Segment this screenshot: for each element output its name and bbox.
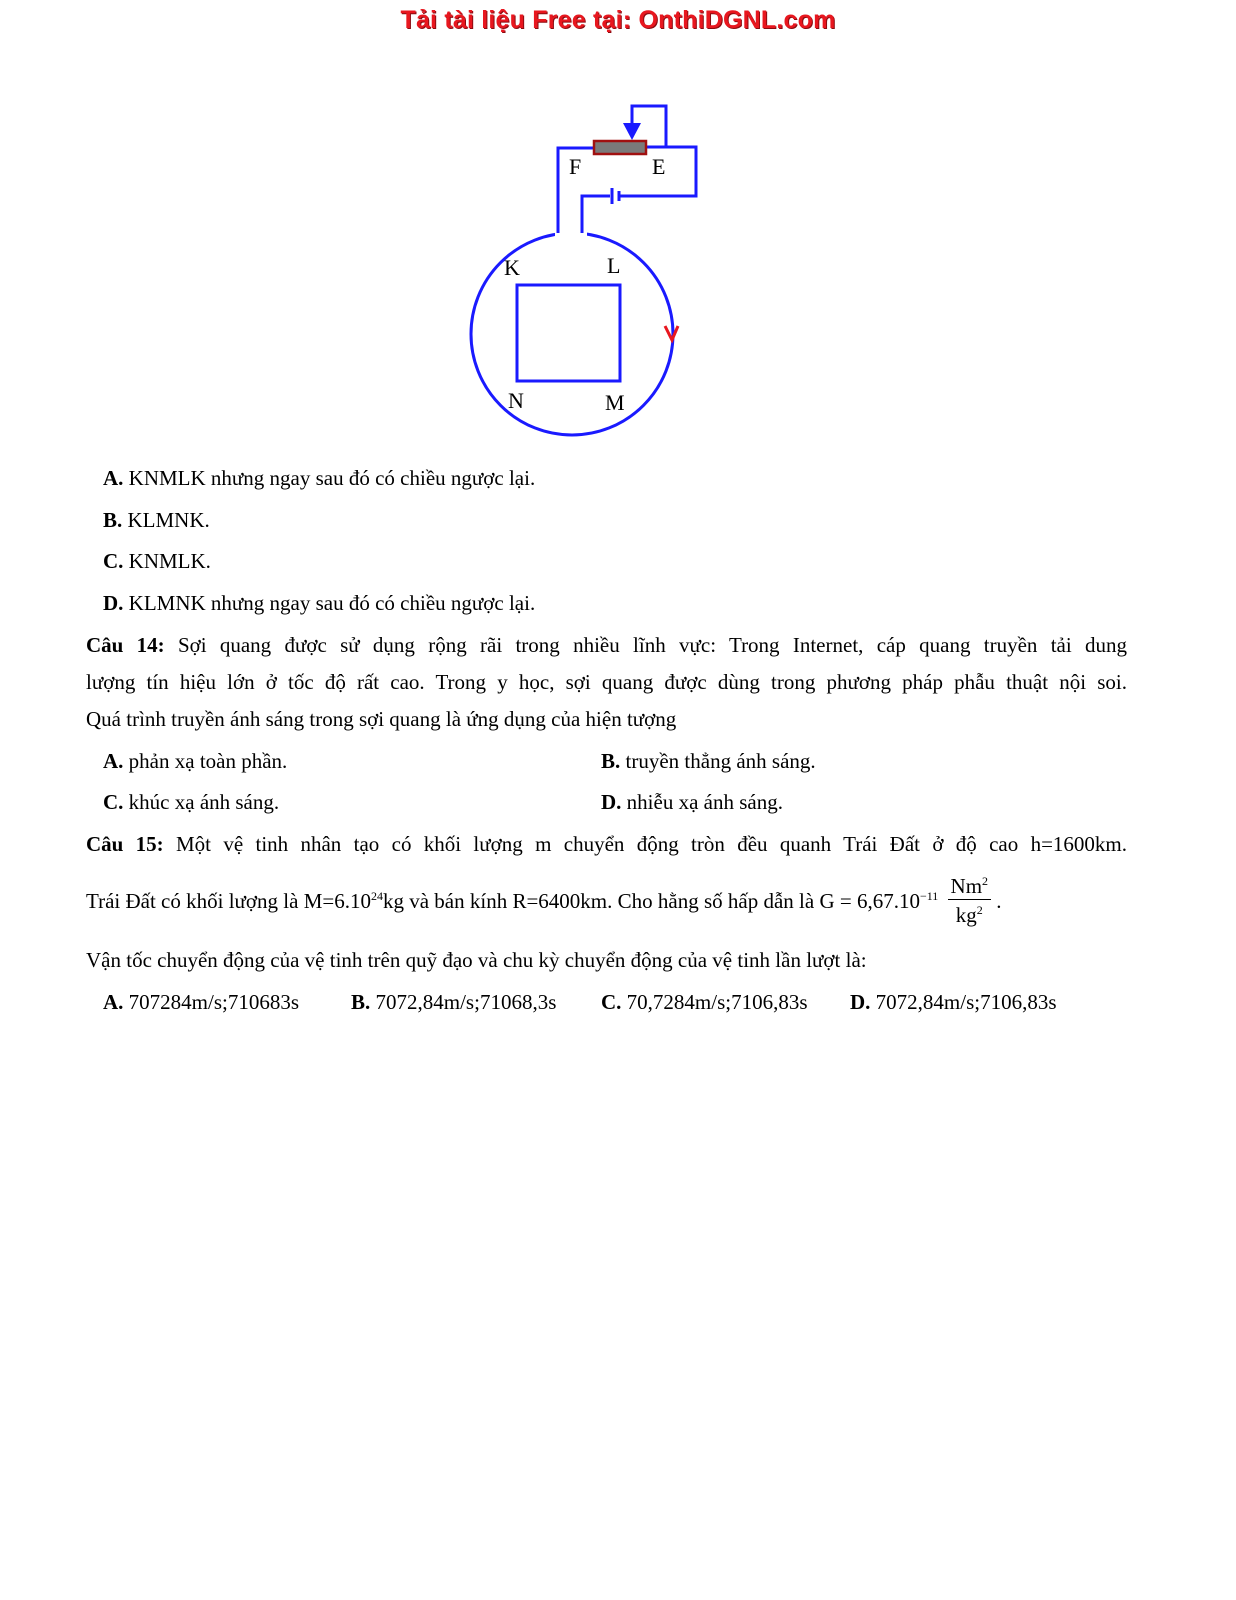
q13-option-a [103,465,535,491]
option-letter: B. [601,749,621,773]
option-text: KNMLK nhưng ngay sau đó có chiều ngược lại. [123,466,536,490]
header-banner[interactable]: Tải tài liệu Free tại: OnthiDGNL.com [400,6,836,34]
circuit-diagram [462,98,712,443]
q14-option-b [601,748,816,774]
units-fraction [948,874,992,928]
mass-exponent: 24 [370,889,383,903]
q15-option-c [601,989,808,1015]
q14-line-2 [86,669,1127,695]
option-letter: D. [601,790,622,814]
label-e: E [652,154,666,179]
question-text: Vận tốc chuyển động của vệ tinh trên quỹ đạo và chu kỳ chuyển động của vệ tinh lần lượt là: [86,948,867,972]
option-text: truyền thẳng ánh sáng. [620,749,816,773]
option-letter: C. [601,990,622,1014]
q14-option-a [103,748,287,774]
rheostat [594,141,646,154]
fraction-denominator: $kg^2$ [955,903,983,928]
q14-option-c [103,789,279,815]
fraction-numerator: Nm$^2$ [948,874,992,900]
label-l: L [607,253,621,278]
option-letter: B. [103,508,123,532]
period: . [996,889,1002,913]
question-text: Sợi quang được sử dụng rộng rãi trong nhiều lĩnh vực: Trong Internet, cáp quang truyền tải dung [164,633,1127,657]
option-text: KLMNK. [122,508,210,532]
q13-option-c [103,548,211,574]
q15-line-2 [86,870,1002,932]
outer-loop [471,233,673,435]
option-text: phản xạ toàn phần. [123,749,288,773]
question-text: Một vệ tinh nhân tạo có khối lượng m chuyển động tròn đều quanh Trái Đất ở độ cao h=1600km. [163,832,1127,856]
label-m: M [605,390,625,415]
question-text: Trái Đất có khối lượng là M=6.10 [86,889,371,913]
option-letter: A. [103,990,124,1014]
question-text: kg và bán kính R=6400km. Cho hằng số hấp dẫn là [382,889,815,913]
q13-option-b [103,507,210,533]
option-letter: A. [103,749,124,773]
square-loop-klmn [517,285,620,381]
label-k: K [504,255,520,280]
slider-arrow-icon [623,123,641,140]
option-letter: B. [351,990,371,1014]
label-f: F [569,154,582,179]
option-text: KNMLK. [123,549,211,573]
option-letter: D. [103,591,124,615]
question-text: Quá trình truyền ánh sáng trong sợi quang là ứng dụng của hiện tượng [86,707,677,731]
q14-line-1 [86,632,1127,658]
q14-option-d [601,789,783,815]
option-text: nhiễu xạ ánh sáng. [621,790,783,814]
formula-exponent: −11 [919,889,939,903]
question-label: Câu 14: [86,633,165,657]
option-text: 707284m/s;710683s [123,990,300,1014]
label-n: N [508,388,524,413]
formula-g: G = 6,67.10 [819,889,920,913]
q15-line-3 [86,947,1127,973]
option-letter: C. [103,790,124,814]
circuit-figure [462,98,712,443]
q13-option-d [103,590,535,616]
q15-option-a [103,989,299,1015]
option-text: 7072,84m/s;71068,3s [370,990,557,1014]
option-text: khúc xạ ánh sáng. [123,790,280,814]
q15-option-b [351,989,556,1015]
option-text: 7072,84m/s;7106,83s [870,990,1057,1014]
question-label: Câu 15: [86,832,164,856]
option-letter: C. [103,549,124,573]
option-letter: D. [850,990,871,1014]
option-text: KLMNK nhưng ngay sau đó có chiều ngược lại. [123,591,536,615]
option-letter: A. [103,466,124,490]
option-text: 70,7284m/s;7106,83s [621,990,808,1014]
q15-line-1 [86,831,1127,857]
question-text: lượng tín hiệu lớn ở tốc độ rất cao. Trong y học, sợi quang được dùng trong phương pháp phẫu thuật nội soi. [86,670,1127,694]
q15-option-d [850,989,1057,1015]
q14-line-3 [86,706,1127,732]
